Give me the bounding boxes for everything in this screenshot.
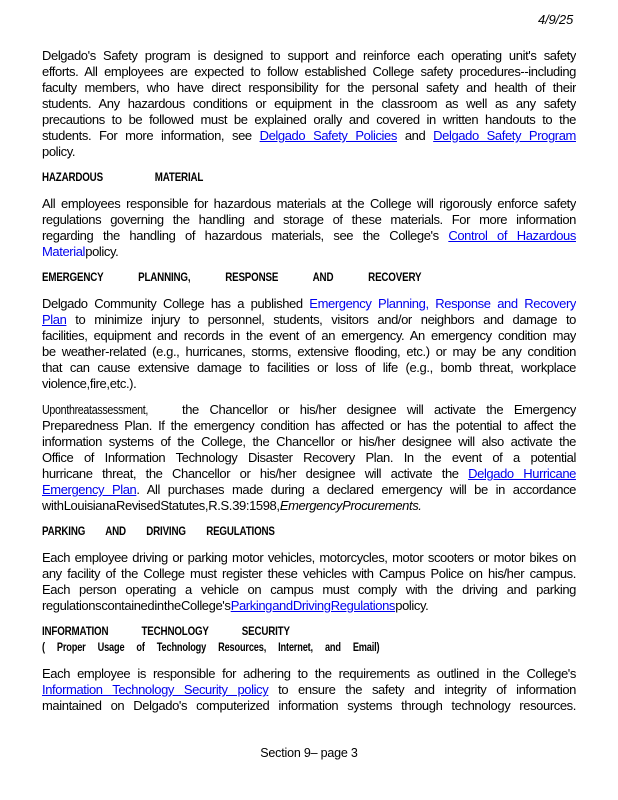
text-segment: regarding the handling of hazardous materials, see the College's xyxy=(42,228,449,243)
text-segment: regulations contained in the College's xyxy=(42,598,231,613)
text-line xyxy=(42,144,576,160)
text-segment: PARKING AND DRIVING REGULATIONS xyxy=(42,526,275,538)
text-line xyxy=(42,566,576,582)
text-segment: students. Any hazardous conditions or equipment in the classroom as well as any safety xyxy=(42,96,576,111)
text-segment: be weather-related (e.g., hurricanes, storms, extensive flooding, etc.) or may be any condition xyxy=(42,344,576,359)
text-line xyxy=(42,96,576,112)
text-segment: Each employee is responsible for adhering to the requirements as outlined in the College's xyxy=(42,666,576,681)
control-of-hazardous-material-link-wrap[interactable]: Material xyxy=(42,244,86,259)
text-line xyxy=(42,434,576,450)
text-line xyxy=(42,128,576,144)
heading-line xyxy=(42,170,496,186)
text-line xyxy=(42,418,576,434)
page-footer: Section 9– page 3 xyxy=(260,746,358,760)
text-segment: faculty members, who have direct responsibility for the personal safety and health of their xyxy=(42,80,576,95)
heading-line xyxy=(42,640,469,656)
heading-it-security xyxy=(42,624,576,656)
para-it-security xyxy=(42,666,576,714)
text-line xyxy=(42,698,576,714)
text-segment: Emergency Procurements. xyxy=(279,498,422,513)
text-segment: policy. xyxy=(85,244,119,259)
para-safety-program xyxy=(42,48,576,160)
text-line xyxy=(42,582,576,598)
text-line xyxy=(42,376,576,392)
text-line xyxy=(42,344,576,360)
text-segment: the Chancellor or his/her designee will activate the Emergency xyxy=(171,402,576,417)
text-line xyxy=(42,212,576,228)
text-segment: precautions to be followed must be explained orally and covered in written handouts to the xyxy=(42,112,576,127)
text-segment: Upon threat assessment, xyxy=(42,402,149,417)
text-line xyxy=(42,482,576,498)
text-line xyxy=(42,80,576,96)
text-line xyxy=(42,228,576,244)
text-segment: Each employee driving or parking motor vehicles, motorcycles, motor scooters or motor bikes on xyxy=(42,550,576,565)
heading-emergency-planning xyxy=(42,270,576,286)
text-line xyxy=(42,682,576,698)
text-line xyxy=(42,360,576,376)
control-of-hazardous-material-link[interactable]: Control of Hazardous xyxy=(448,228,576,243)
text-segment: and xyxy=(396,128,434,143)
delgado-hurricane-emergency-plan-link[interactable]: Delgado Hurricane xyxy=(468,466,576,481)
text-segment: EMERGENCY PLANNING, RESPONSE AND RECOVERY xyxy=(42,272,422,284)
text-segment: Preparedness Plan. If the emergency condition has affected or has the potential to affect the xyxy=(42,418,576,433)
para-threat-assessment xyxy=(42,402,576,514)
text-line xyxy=(42,402,576,418)
text-segment: HAZARDOUS MATERIAL xyxy=(42,172,204,184)
emergency-plan-link[interactable]: Plan xyxy=(42,312,67,327)
para-emergency-plan xyxy=(42,296,576,392)
emergency-plan-link-start[interactable]: Emergency Planning, Response and Recovery xyxy=(309,296,576,311)
text-segment: regulations governing the handling and storage of these materials. For more information xyxy=(42,212,576,227)
delgado-safety-program-link[interactable]: Delgado Safety Program xyxy=(433,128,576,143)
text-segment: All employees responsible for hazardous materials at the College will rigorously enforce safety xyxy=(42,196,576,211)
text-segment: INFORMATION TECHNOLOGY SECURITY xyxy=(42,626,290,638)
text-segment: that can cause extensive damage to facilities or loss of life (e.g., bomb threat, workplace xyxy=(42,360,576,375)
text-line xyxy=(42,450,576,466)
page-date: 4/9/25 xyxy=(538,12,573,27)
text-segment: maintained on Delgado's computerized information systems through technology resources. xyxy=(42,698,576,713)
text-segment: Each person operating a vehicle on campus must comply with the driving and parking xyxy=(42,582,576,597)
text-segment: any facility of the College must register these vehicles with Campus Police on his/her campus. xyxy=(42,566,576,581)
heading-line xyxy=(42,270,496,286)
text-segment: violence, fire, etc.). xyxy=(42,376,137,391)
text-line xyxy=(42,64,576,80)
text-segment: . All purchases made during a declared emergency will be in accordance xyxy=(136,482,576,497)
text-line xyxy=(42,498,576,514)
text-line xyxy=(42,296,576,312)
text-segment: students. For more information, see xyxy=(42,128,260,143)
document-body xyxy=(42,48,576,724)
text-line xyxy=(42,550,576,566)
text-segment: policy. xyxy=(42,144,76,159)
text-segment: to minimize injury to personnel, students, visitors and/or neighbors and damage to xyxy=(66,312,576,327)
heading-line xyxy=(42,524,496,540)
text-line xyxy=(42,244,576,260)
parking-driving-regulations-link[interactable]: Parking and Driving Regulations xyxy=(230,598,396,613)
text-line xyxy=(42,328,576,344)
text-line xyxy=(42,112,576,128)
para-hazardous-material xyxy=(42,196,576,260)
text-segment: to ensure the safety and integrity of information xyxy=(268,682,576,697)
text-segment: hurricane threat, the Chancellor or his/her designee will activate the xyxy=(42,466,469,481)
text-segment: with Louisiana Revised Statutes, R.S. 39:1598, xyxy=(42,498,280,513)
text-segment: policy. xyxy=(395,598,429,613)
heading-hazardous-material xyxy=(42,170,576,186)
text-line xyxy=(42,466,576,482)
text-line xyxy=(42,48,576,64)
delgado-safety-policies-link[interactable]: Delgado Safety Policies xyxy=(259,128,397,143)
text-segment: Delgado's Safety program is designed to support and reinforce each operating unit's safety xyxy=(42,48,576,63)
text-segment: efforts. All employees are expected to follow established College safety procedures--including xyxy=(42,64,576,79)
text-segment: information systems of the College, the Chancellor or his/her designee will also activate the xyxy=(42,434,576,449)
heading-line xyxy=(42,624,496,640)
text-segment: Office of Information Technology Disaster Recovery Plan. In the event of a potential xyxy=(42,450,576,465)
text-segment: facilities, equipment and records in the event of an emergency. An emergency condition may xyxy=(42,328,576,343)
information-technology-security-policy-link[interactable]: Information Technology Security policy xyxy=(42,682,269,697)
heading-parking-driving xyxy=(42,524,576,540)
text-segment: Delgado Community College has a published xyxy=(42,296,310,311)
text-line xyxy=(42,312,576,328)
text-line xyxy=(42,598,576,614)
text-line xyxy=(42,666,576,682)
delgado-hurricane-emergency-plan-link-wrap[interactable]: Emergency Plan xyxy=(42,482,137,497)
para-parking-driving xyxy=(42,550,576,614)
text-segment: ( Proper Usage of Technology Resources, Internet, and Email) xyxy=(42,642,380,654)
text-line xyxy=(42,196,576,212)
